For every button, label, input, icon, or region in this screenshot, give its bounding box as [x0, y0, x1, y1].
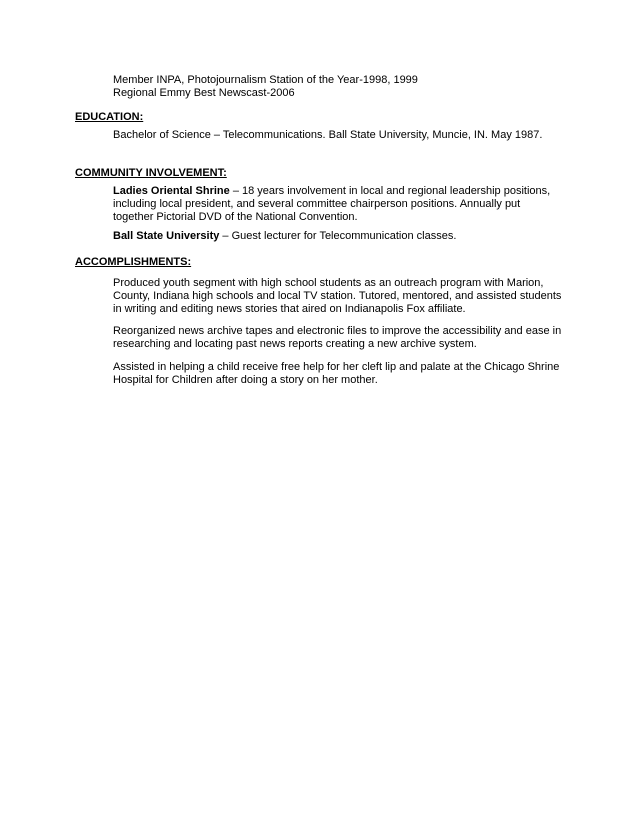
award-inpa: Member INPA, Photojournalism Station of the Year-1998, 1999: [113, 74, 418, 86]
community-shrine-name: Ladies Oriental Shrine: [113, 185, 230, 197]
accomplishment-3: [113, 361, 563, 387]
accomplishment-2: [113, 325, 563, 351]
community-bsu-name: Ball State University: [113, 230, 220, 242]
community-bsu-paragraph: [113, 230, 563, 243]
awards-block: [113, 74, 563, 100]
community-bsu-text: – Guest lecturer for Telecommunication classes.: [219, 230, 457, 242]
accomplishment-cleft-lip: Assisted in helping a child receive free help for her cleft lip and palate at the Chicago Shrine Hospital for Children after doing a story on her mother.: [113, 361, 560, 386]
community-item-bsu: [113, 230, 563, 243]
community-shrine-text: – 18 years involvement in local and regional leadership positions, including local president, and several committee chairperson positions. Annually put together Pictorial DVD of the National Convention.: [113, 185, 551, 223]
education-block: [113, 129, 563, 142]
community-heading: COMMUNITY INVOLVEMENT:: [75, 167, 227, 179]
accomplishments-heading: ACCOMPLISHMENTS:: [75, 256, 192, 268]
community-shrine-paragraph: [113, 185, 563, 224]
education-heading: EDUCATION:: [75, 111, 144, 123]
accomplishment-archive: Reorganized news archive tapes and electronic files to improve the accessibility and ease in researching and locating past news reports creating a new archive system.: [113, 325, 562, 350]
award-emmy: Regional Emmy Best Newscast-2006: [113, 87, 295, 99]
accomplishment-youth-segment: Produced youth segment with high school students as an outreach program with Marion, County, Indiana high schools and local TV station. Tutored, mentored, and assisted students in writing and editing news stories that aired on Indianapolis Fox affiliate.: [113, 277, 562, 315]
accomplishment-1: [113, 277, 563, 316]
community-item-shrine: [113, 185, 563, 224]
education-degree: Bachelor of Science – Telecommunications. Ball State University, Muncie, IN. May 1987.: [113, 129, 543, 141]
